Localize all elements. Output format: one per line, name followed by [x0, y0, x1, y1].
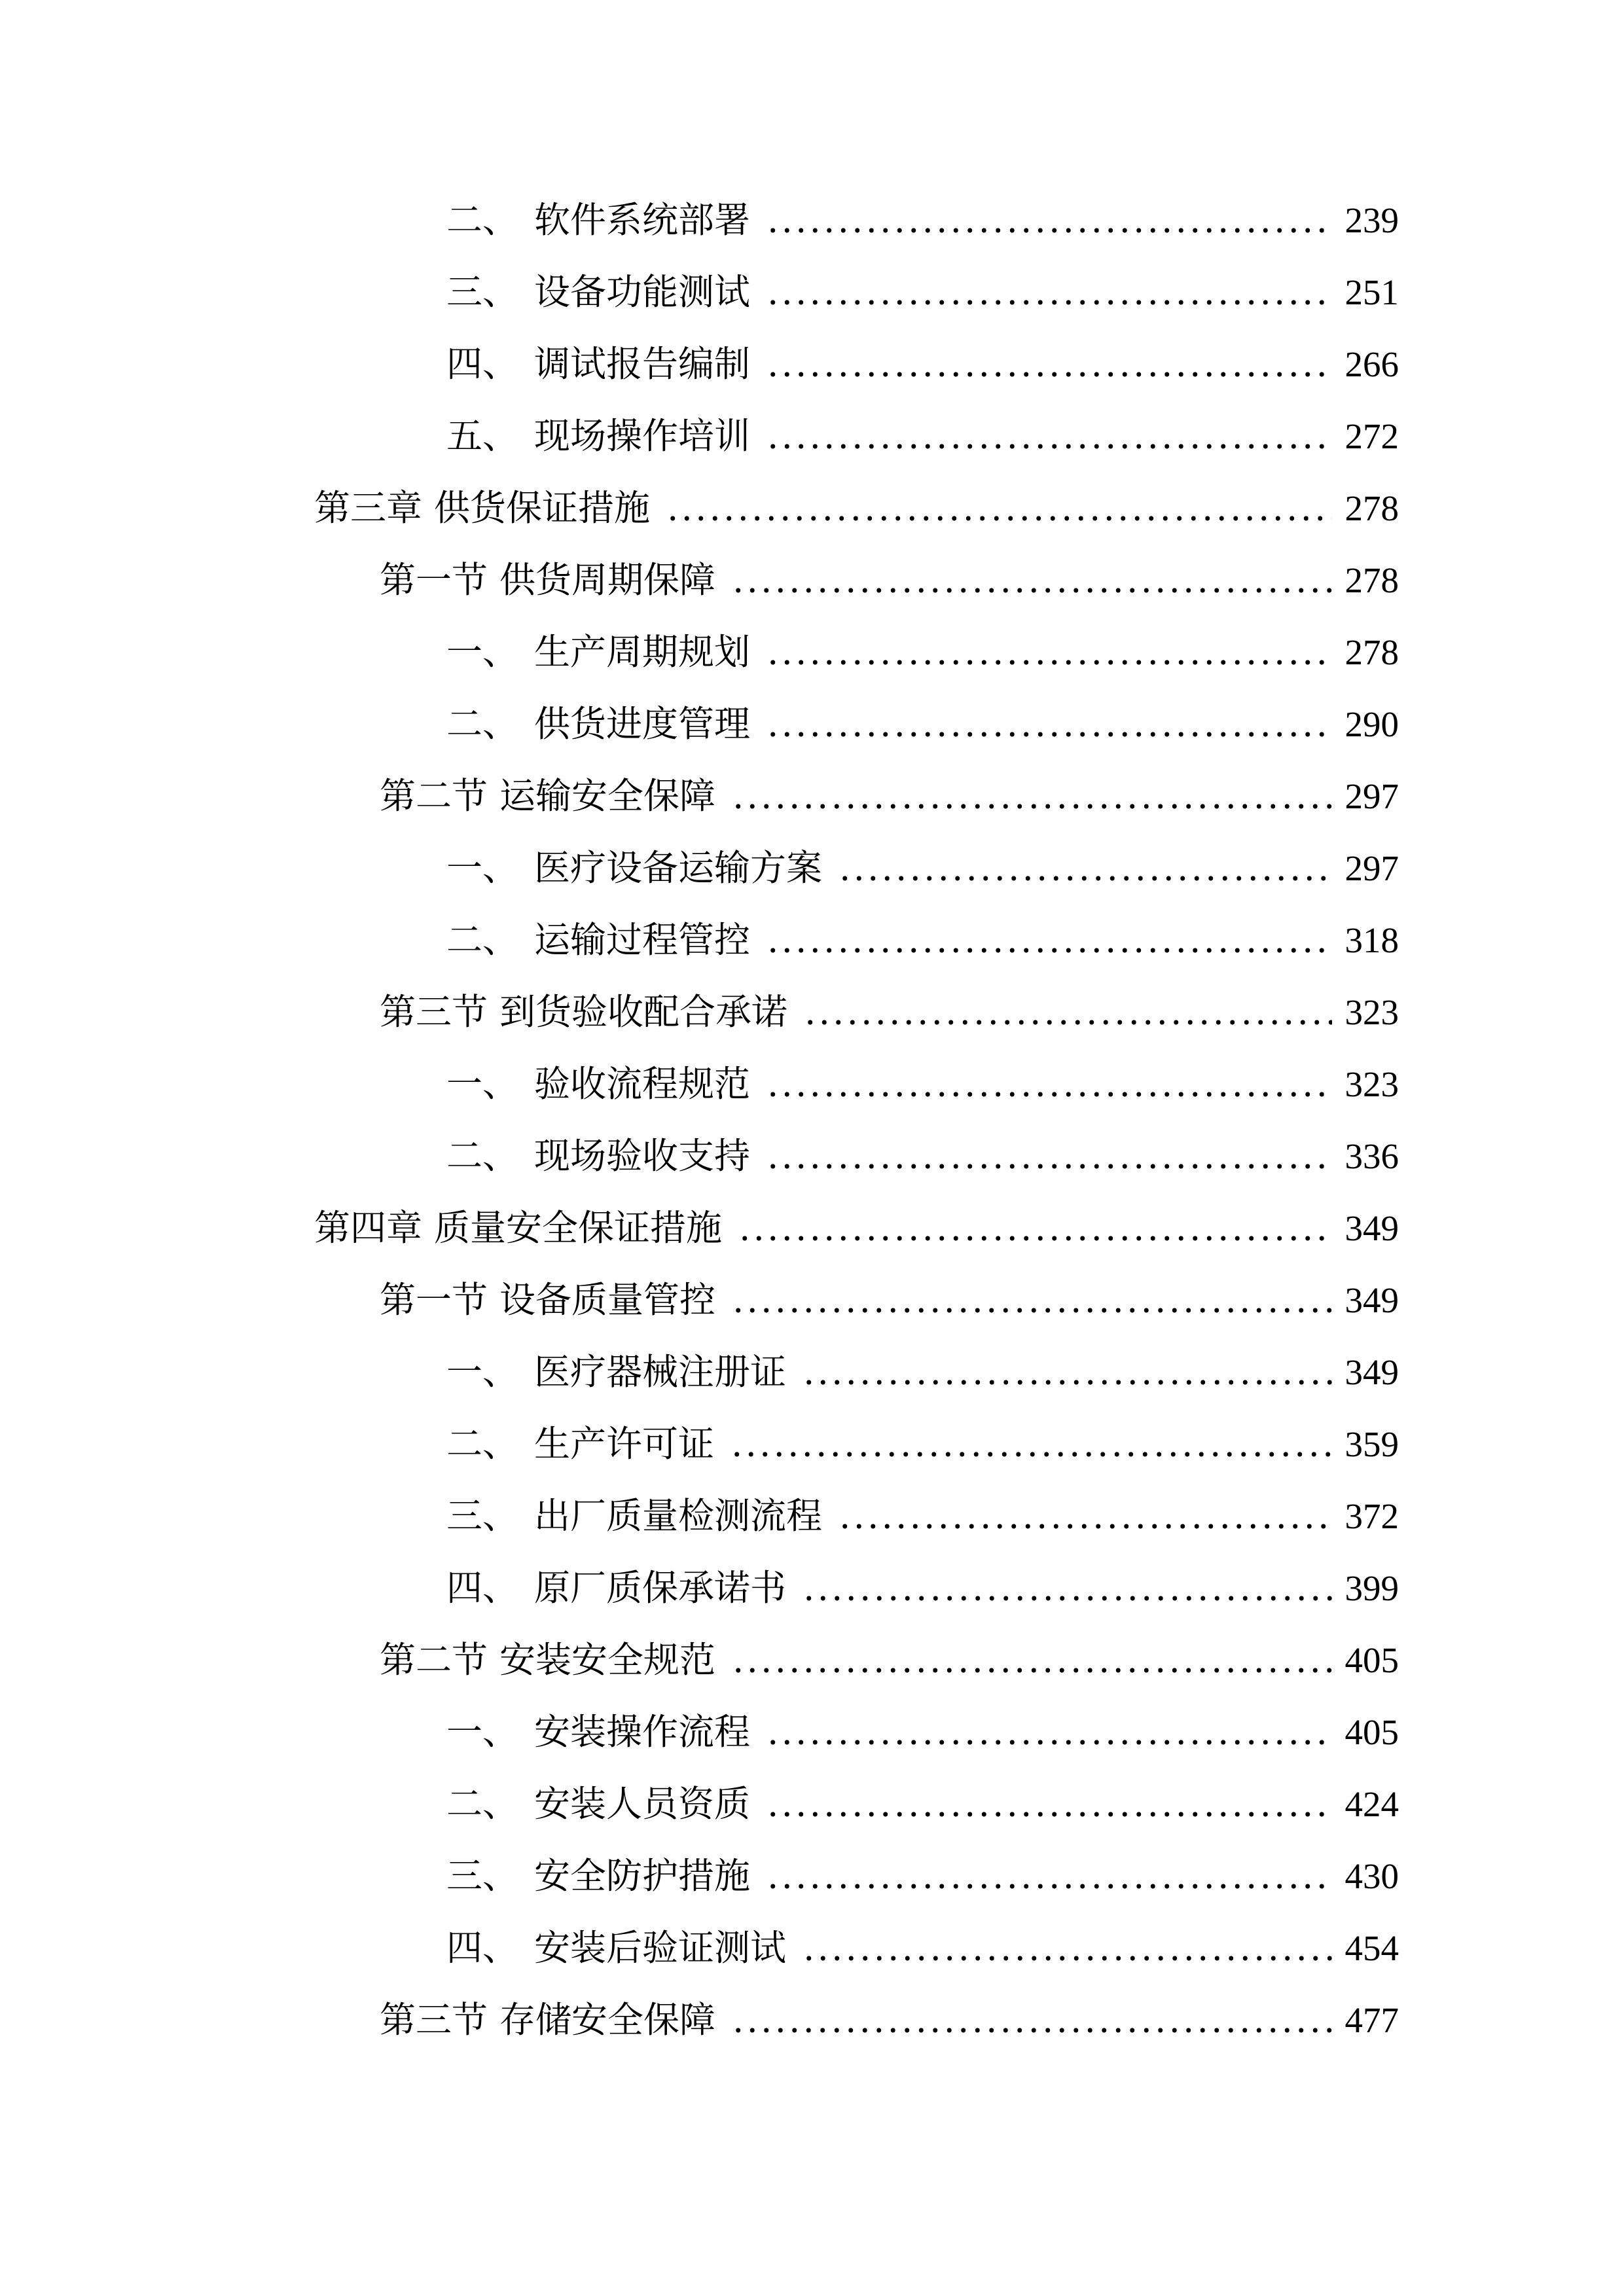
toc-entry-title: 安装后验证测试 — [534, 1928, 787, 1968]
toc-entry-title: 存储安全保障 — [499, 2000, 716, 2040]
dot-leader-icon — [734, 1193, 1332, 1265]
dot-leader-icon — [762, 1049, 1332, 1121]
toc-entry — [0, 1840, 1624, 1912]
toc-entry-title: 现场操作培训 — [534, 416, 751, 456]
toc-entry-title: 安装人员资质 — [534, 1784, 751, 1824]
toc-entry-title: 原厂质保承诺书 — [534, 1568, 787, 1608]
toc-entry-number: 二、 — [446, 1424, 519, 1464]
toc-entry — [0, 1912, 1624, 1984]
toc-entry — [0, 329, 1624, 401]
toc-entry — [0, 185, 1624, 257]
toc-entry-title: 验收流程规范 — [534, 1064, 751, 1104]
toc-entry-title: 供货进度管理 — [534, 704, 751, 744]
toc-entry-number: 三、 — [446, 272, 519, 312]
toc-entry-page: 251 — [1344, 272, 1399, 312]
toc-entry-number: 第一节 — [380, 560, 488, 600]
toc-entry-number: 第三节 — [380, 2000, 488, 2040]
toc-entry-number: 一、 — [446, 1352, 519, 1392]
dot-leader-icon — [762, 617, 1332, 689]
toc-entry — [0, 473, 1624, 545]
toc-entry — [0, 545, 1624, 617]
dot-leader-icon — [727, 1265, 1332, 1336]
toc-entry-title: 医疗设备运输方案 — [534, 848, 823, 888]
toc-entry — [0, 1552, 1624, 1624]
toc-entry-title: 运输过程管控 — [534, 920, 751, 960]
toc-entry-title: 运输安全保障 — [499, 776, 716, 816]
toc-entry-page: 405 — [1344, 1640, 1399, 1680]
dot-leader-icon — [662, 473, 1332, 545]
toc-entry-page: 430 — [1344, 1856, 1399, 1896]
toc-entry-page: 278 — [1344, 560, 1399, 600]
toc-entry-number: 二、 — [446, 1136, 519, 1176]
toc-entry-page: 318 — [1344, 920, 1399, 960]
dot-leader-icon — [762, 257, 1332, 329]
toc-entry-number: 第二节 — [380, 776, 488, 816]
toc-entry-page: 349 — [1344, 1352, 1399, 1392]
toc-entry — [0, 1624, 1624, 1696]
toc-entry-page: 399 — [1344, 1568, 1399, 1608]
toc-entry-page: 424 — [1344, 1784, 1399, 1824]
toc-entry-number: 一、 — [446, 1064, 519, 1104]
toc-entry-title: 调试报告编制 — [534, 344, 751, 384]
dot-leader-icon — [762, 1696, 1332, 1768]
toc-entry-number: 一、 — [446, 848, 519, 888]
toc-entry-page: 359 — [1344, 1424, 1399, 1464]
toc-entry-page: 323 — [1344, 992, 1399, 1032]
toc-entry — [0, 257, 1624, 329]
toc-entry-page: 477 — [1344, 2000, 1399, 2040]
toc-entry-number: 二、 — [446, 200, 519, 240]
toc-entry — [0, 1984, 1624, 2056]
dot-leader-icon — [798, 1552, 1332, 1624]
toc-entry-title: 安装操作流程 — [534, 1712, 751, 1752]
toc-entry-page: 336 — [1344, 1136, 1399, 1176]
dot-leader-icon — [727, 761, 1332, 833]
dot-leader-icon — [726, 1408, 1332, 1480]
dot-leader-icon — [727, 1984, 1332, 2056]
toc-entry-page: 278 — [1344, 488, 1399, 528]
toc-entry-page: 349 — [1344, 1208, 1399, 1248]
dot-leader-icon — [834, 833, 1332, 905]
toc-entry-number: 二、 — [446, 704, 519, 744]
dot-leader-icon — [727, 545, 1332, 617]
toc-entry-page: 239 — [1344, 200, 1399, 240]
toc-entry-page: 372 — [1344, 1496, 1399, 1536]
toc-entry-title: 设备功能测试 — [534, 272, 751, 312]
toc-entry-title: 现场验收支持 — [534, 1136, 751, 1176]
toc-entry — [0, 977, 1624, 1049]
toc-entry-number: 三、 — [446, 1856, 519, 1896]
toc-entry-number: 第四章 — [314, 1208, 423, 1248]
dot-leader-icon — [762, 689, 1332, 761]
toc-entry-number: 一、 — [446, 632, 519, 672]
toc-entry-page: 272 — [1344, 416, 1399, 456]
toc-entry — [0, 1336, 1624, 1408]
toc-entry-page: 266 — [1344, 344, 1399, 384]
toc-entry — [0, 905, 1624, 977]
toc-entry — [0, 1265, 1624, 1336]
dot-leader-icon — [798, 1336, 1332, 1408]
toc-entry-title: 医疗器械注册证 — [534, 1352, 787, 1392]
toc-entry — [0, 833, 1624, 905]
toc-entry-number: 第二节 — [380, 1640, 488, 1680]
toc-entry-title: 到货验收配合承诺 — [499, 992, 788, 1032]
dot-leader-icon — [798, 1912, 1332, 1984]
toc-entry-title: 供货周期保障 — [499, 560, 716, 600]
toc-entry-page: 297 — [1344, 776, 1399, 816]
toc-entry-number: 一、 — [446, 1712, 519, 1752]
toc-entry-title: 设备质量管控 — [499, 1280, 716, 1320]
toc-entry-title: 安全防护措施 — [534, 1856, 751, 1896]
dot-leader-icon — [834, 1480, 1332, 1552]
toc-entry-number: 四、 — [446, 1928, 519, 1968]
dot-leader-icon — [762, 185, 1332, 257]
toc-entry — [0, 761, 1624, 833]
toc-entry-title: 质量安全保证措施 — [434, 1208, 723, 1248]
toc-entry-page: 349 — [1344, 1280, 1399, 1320]
toc-entry-title: 软件系统部署 — [534, 200, 751, 240]
dot-leader-icon — [799, 977, 1332, 1049]
toc-entry — [0, 1480, 1624, 1552]
toc-entry-number: 四、 — [446, 344, 519, 384]
toc-entry-title: 生产周期规划 — [534, 632, 751, 672]
toc-entry — [0, 1049, 1624, 1121]
toc-entry — [0, 689, 1624, 761]
toc-entry-page: 454 — [1344, 1928, 1399, 1968]
toc-entry-page: 297 — [1344, 848, 1399, 888]
dot-leader-icon — [762, 1121, 1332, 1193]
toc-entry-title: 安装安全规范 — [499, 1640, 716, 1680]
toc-entry-title: 供货保证措施 — [434, 488, 651, 528]
dot-leader-icon — [762, 329, 1332, 401]
toc-entry — [0, 1696, 1624, 1768]
toc-entry — [0, 401, 1624, 473]
toc-entry — [0, 1121, 1624, 1193]
toc-entry-page: 323 — [1344, 1064, 1399, 1104]
toc-entry-number: 二、 — [446, 920, 519, 960]
toc-entry-title: 生产许可证 — [534, 1424, 715, 1464]
toc-entry-page: 278 — [1344, 632, 1399, 672]
dot-leader-icon — [727, 1624, 1332, 1696]
dot-leader-icon — [762, 401, 1332, 473]
dot-leader-icon — [762, 1768, 1332, 1840]
toc-entry-number: 第一节 — [380, 1280, 488, 1320]
toc-entry-title: 出厂质量检测流程 — [534, 1496, 823, 1536]
toc-entry-number: 三、 — [446, 1496, 519, 1536]
toc-entry — [0, 1193, 1624, 1265]
dot-leader-icon — [762, 1840, 1332, 1912]
toc-entry — [0, 1768, 1624, 1840]
toc-entry-page: 405 — [1344, 1712, 1399, 1752]
toc-entry-number: 二、 — [446, 1784, 519, 1824]
toc-entry-number: 第三章 — [314, 488, 423, 528]
toc-entry — [0, 617, 1624, 689]
dot-leader-icon — [762, 905, 1332, 977]
toc-entry — [0, 1408, 1624, 1480]
toc-entry-number: 五、 — [446, 416, 519, 456]
toc-entry-page: 290 — [1344, 704, 1399, 744]
toc-entry-number: 四、 — [446, 1568, 519, 1608]
table-of-contents — [0, 185, 1624, 2056]
toc-entry-number: 第三节 — [380, 992, 488, 1032]
